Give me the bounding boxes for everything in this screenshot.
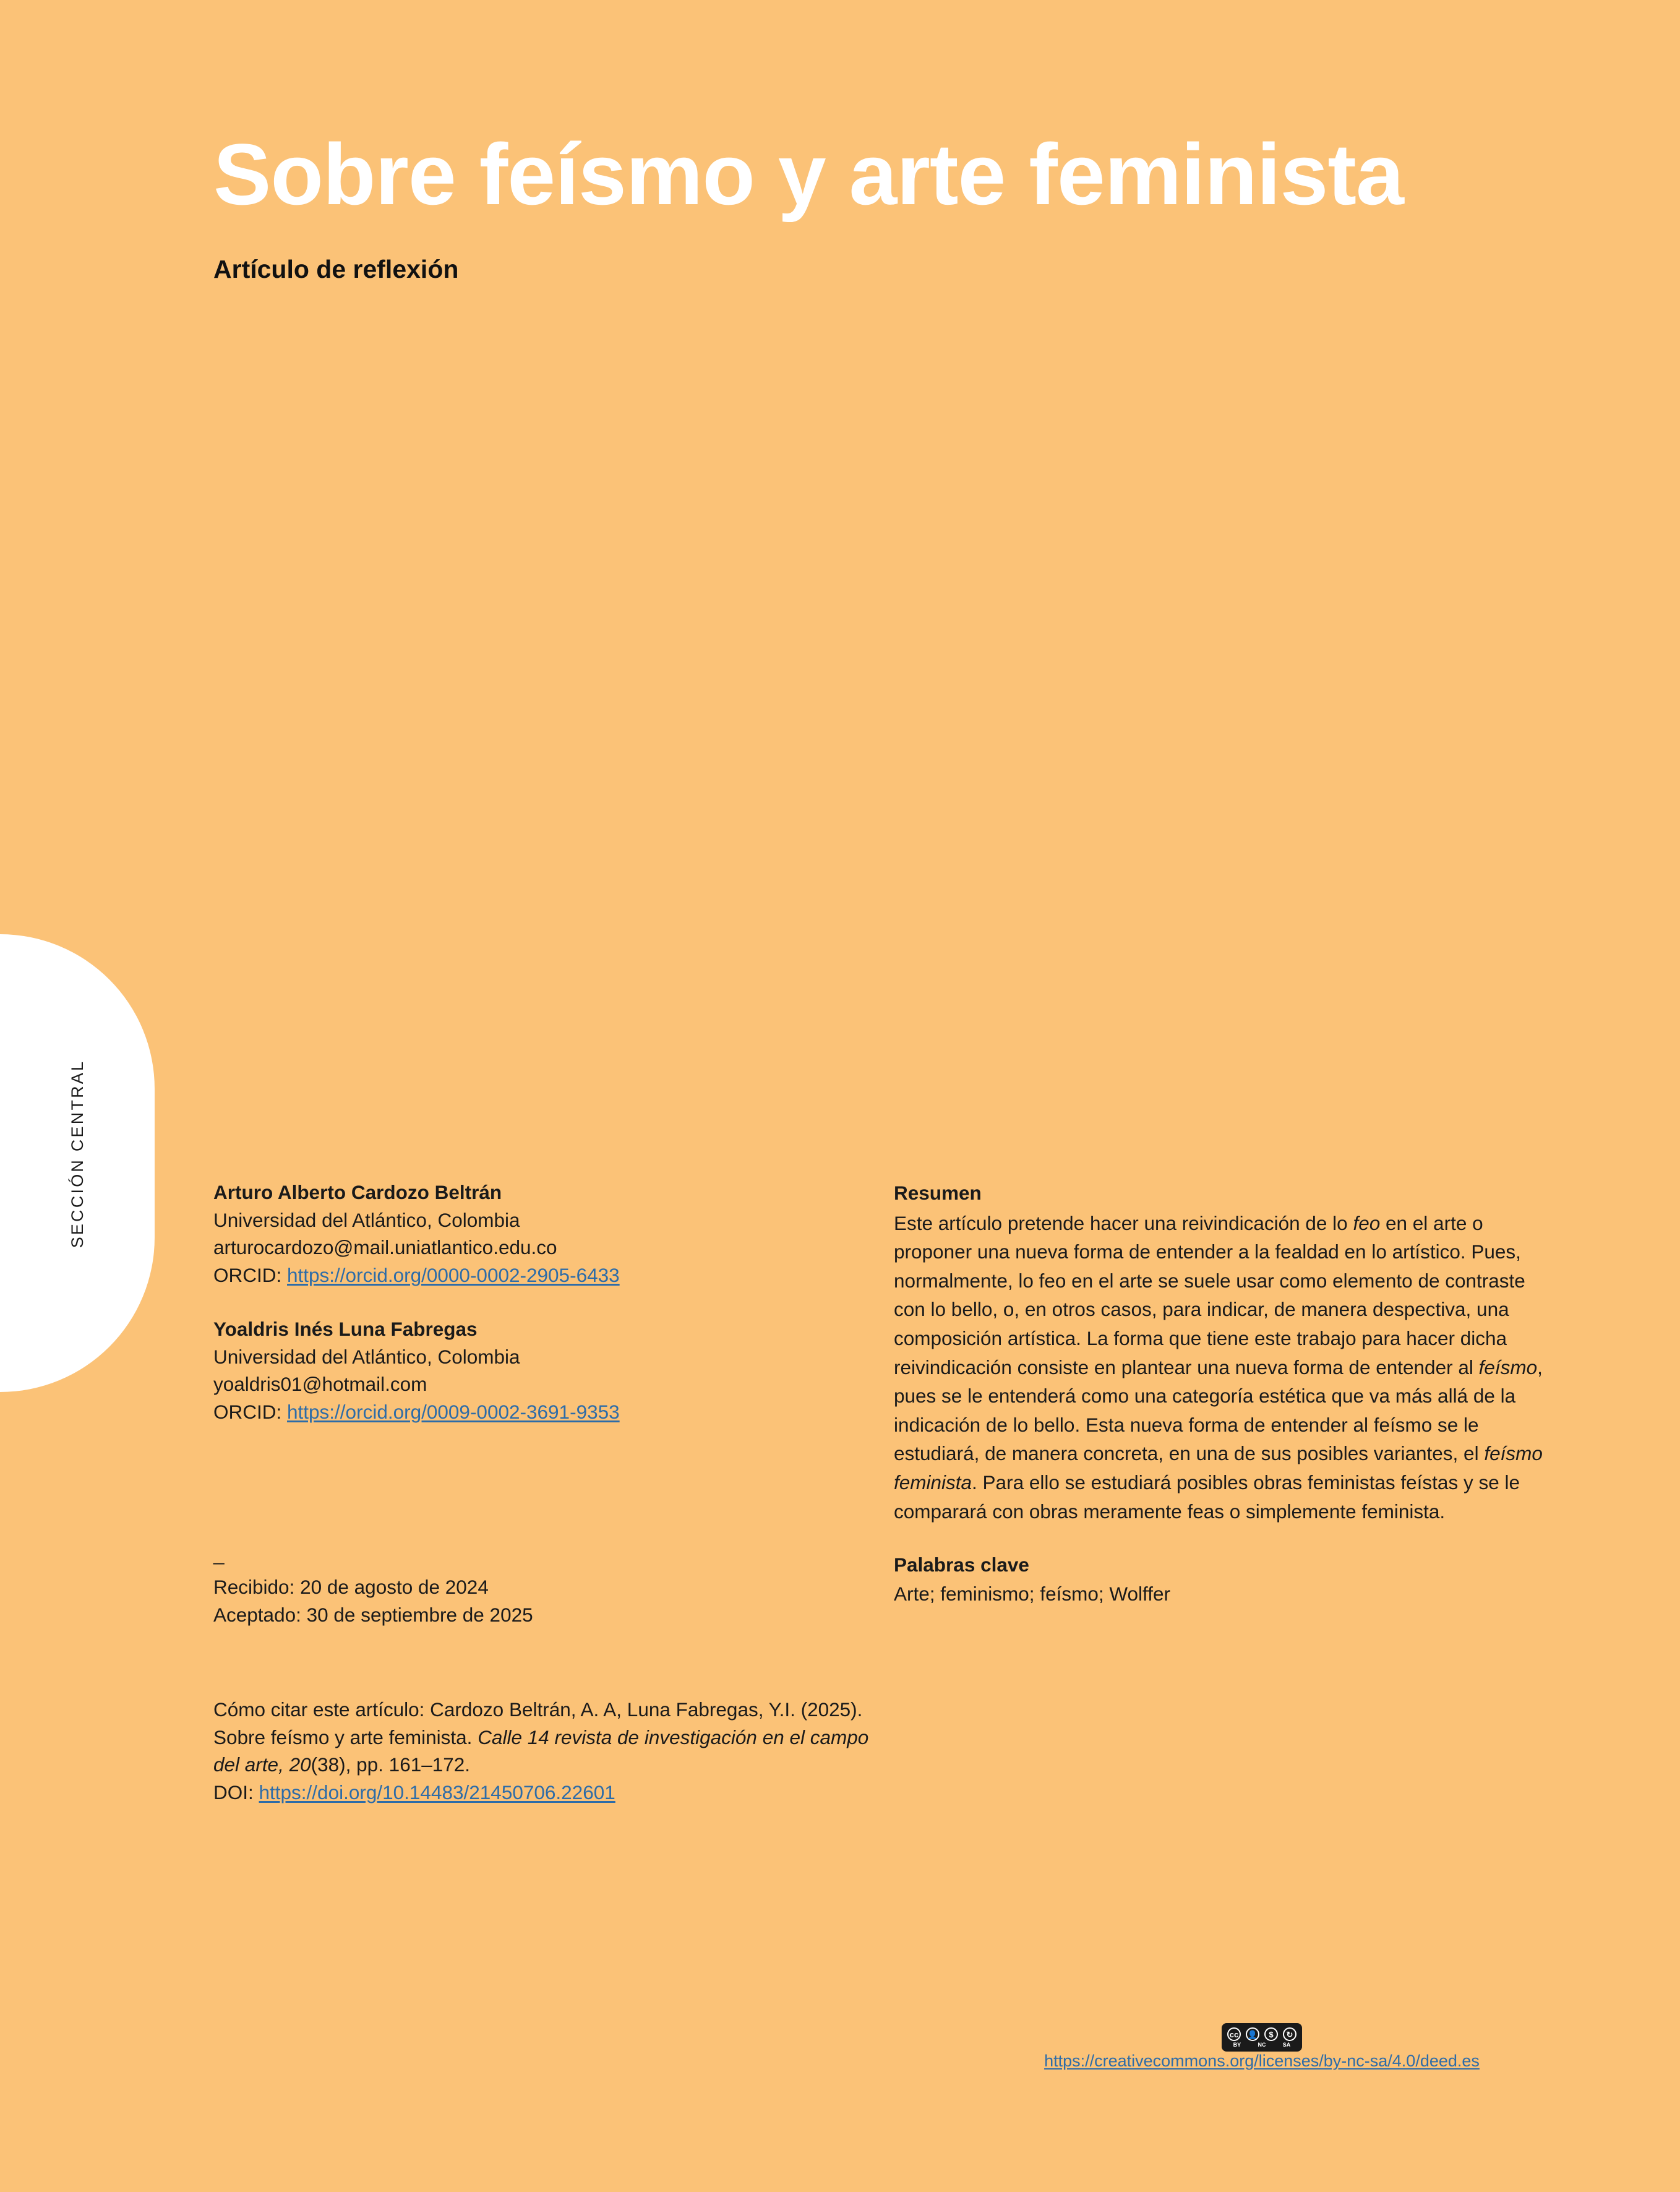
author-email: arturocardozo@mail.uniatlantico.edu.co [213,1236,557,1259]
accepted-date: Aceptado: 30 de septiembre de 2025 [213,1604,533,1627]
cc-label-nc: NC [1258,2041,1266,2048]
abstract-run: Este artículo pretende hacer una reivindicación de lo [894,1211,1353,1234]
cc-circle-cc: cc [1227,2027,1241,2041]
author-name: Yoaldris Inés Luna Fabregas [213,1317,478,1340]
abstract-run: en el arte o proponer una nueva forma de entender a la fealdad en lo artístico. Pues, normalmente, lo feo en el arte se suele usar como elemento de contraste con lo bello, o, en otros casos, para indicar, de manera despectiva, una composición artística. La forma que tiene este trabajo para hacer dicha reivindicación consiste en plantear una nueva forma de entender al [894,1211,1525,1378]
abstract-paragraph [894,1209,1549,1526]
abstract-run: , pues se le entenderá como una categoría estética que va más allá de la indicación de lo bello. Esta nueva forma de entender al feísmo se le estudiará, de manera concreta, en una de sus posibles variantes, el [894,1356,1543,1465]
left-column [213,1179,888,1807]
author-entry [213,1315,888,1426]
author-email: yoaldris01@hotmail.com [213,1373,427,1396]
orcid-link[interactable]: https://orcid.org/0009-0002-3691-9353 [287,1401,620,1424]
citation-block [213,1696,888,1807]
abstract-emphasis: feísmo [1478,1356,1538,1378]
abstract-run: . Para ello se estudiará posibles obras feministas feístas y se le comparará con obras meramente feas o simplemente feminista. [894,1471,1520,1523]
license-block [974,2023,1549,2071]
keywords-heading: Palabras clave [894,1554,1029,1576]
author-orcid-line [213,1398,888,1426]
divider-dash: _ [213,1542,225,1565]
title-block [213,126,1531,284]
citation-intro: Cómo citar este artículo: Cardozo Beltrán, A. A, Luna Fabregas, Y.I. (2025). Sobre feísmo y arte feminista. [213,1698,863,1748]
author-entry [213,1179,888,1289]
orcid-link[interactable]: https://orcid.org/0000-0002-2905-6433 [287,1264,620,1287]
author-name: Arturo Alberto Cardozo Beltrán [213,1181,502,1203]
page-title: Sobre feísmo y arte feminista [213,126,1404,223]
abstract-emphasis: feo [1353,1211,1381,1234]
doi-line [213,1779,888,1807]
cc-circle-nc: $ [1264,2027,1278,2041]
cc-label-by: BY [1233,2041,1241,2048]
cc-label-sa: SA [1282,2041,1291,2048]
orcid-label: ORCID: [213,1264,282,1287]
doi-label: DOI: [213,1781,259,1803]
citation-volume: (38), pp. 161–172. [311,1753,471,1776]
abstract-text [894,1209,1549,1526]
citation-journal: Calle 14 revista de investigación en el campo del arte, 20 [213,1726,869,1776]
cc-circle-sa: ↻ [1283,2027,1296,2041]
license-link[interactable]: https://creativecommons.org/licenses/by-nc-sa/4.0/deed.es [1044,2052,1480,2070]
keywords-text: Arte; feminismo; feísmo; Wolffer [894,1582,1170,1605]
dates-block [213,1573,888,1628]
received-date: Recibido: 20 de agosto de 2024 [213,1576,489,1599]
right-column [894,1179,1549,1609]
abstract-emphasis: feísmo feminista [894,1442,1543,1494]
author-affiliation: Universidad del Atlántico, Colombia [213,1345,520,1368]
abstract-heading: Resumen [894,1182,982,1204]
section-tab [0,934,155,1392]
creative-commons-icon [1222,2023,1302,2052]
article-type-subtitle: Artículo de reflexión [213,254,459,283]
cc-circle-by: 👤 [1246,2027,1259,2041]
doi-link[interactable]: https://doi.org/10.14483/21450706.22601 [259,1781,615,1803]
author-orcid-line [213,1261,888,1289]
section-tab-label: SECCIÓN CENTRAL [67,1059,87,1249]
orcid-label: ORCID: [213,1401,282,1424]
author-affiliation: Universidad del Atlántico, Colombia [213,1208,520,1231]
